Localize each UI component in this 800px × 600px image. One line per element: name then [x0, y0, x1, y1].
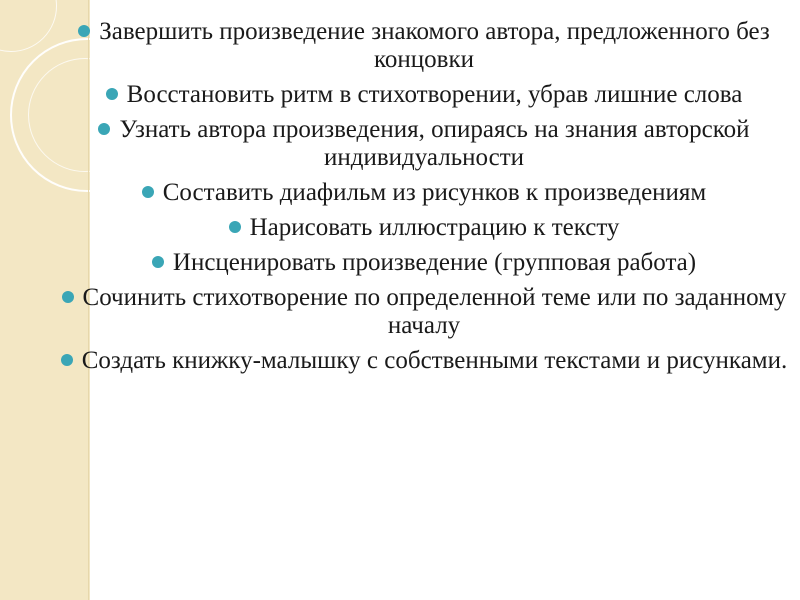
bullet-dot-icon	[78, 25, 90, 37]
list-item-text: Нарисовать иллюстрацию к тексту	[249, 214, 620, 241]
list-item	[48, 347, 800, 375]
list-item-text: Инсценировать произведение (групповая работа)	[172, 249, 697, 276]
list-item-text: Составить диафильм из рисунков к произведениям	[162, 179, 707, 206]
slide-content	[48, 18, 800, 382]
list-item	[48, 249, 800, 277]
list-item-text: Восстановить ритм в стихотворении, убрав лишние слова	[126, 81, 743, 108]
bullet-list	[48, 18, 800, 375]
bullet-dot-icon	[142, 186, 154, 198]
list-item-text: Завершить произведение знакомого автора, предложенного без концовки	[99, 18, 770, 73]
bullet-dot-icon	[98, 123, 110, 135]
bullet-dot-icon	[229, 221, 241, 233]
list-item-text: Создать книжку-малышку с собственными текстами и рисунками.	[81, 347, 788, 374]
bullet-dot-icon	[61, 354, 73, 366]
list-item	[48, 214, 800, 242]
bullet-dot-icon	[62, 291, 74, 303]
bullet-dot-icon	[106, 88, 118, 100]
list-item	[48, 116, 800, 172]
list-item-text: Сочинить стихотворение по определенной теме или по заданному началу	[82, 284, 787, 339]
list-item	[48, 179, 800, 207]
bullet-dot-icon	[152, 256, 164, 268]
list-item	[48, 81, 800, 109]
list-item-text: Узнать автора произведения, опираясь на знания авторской индивидуальности	[119, 116, 750, 171]
list-item	[48, 18, 800, 74]
list-item	[48, 284, 800, 340]
